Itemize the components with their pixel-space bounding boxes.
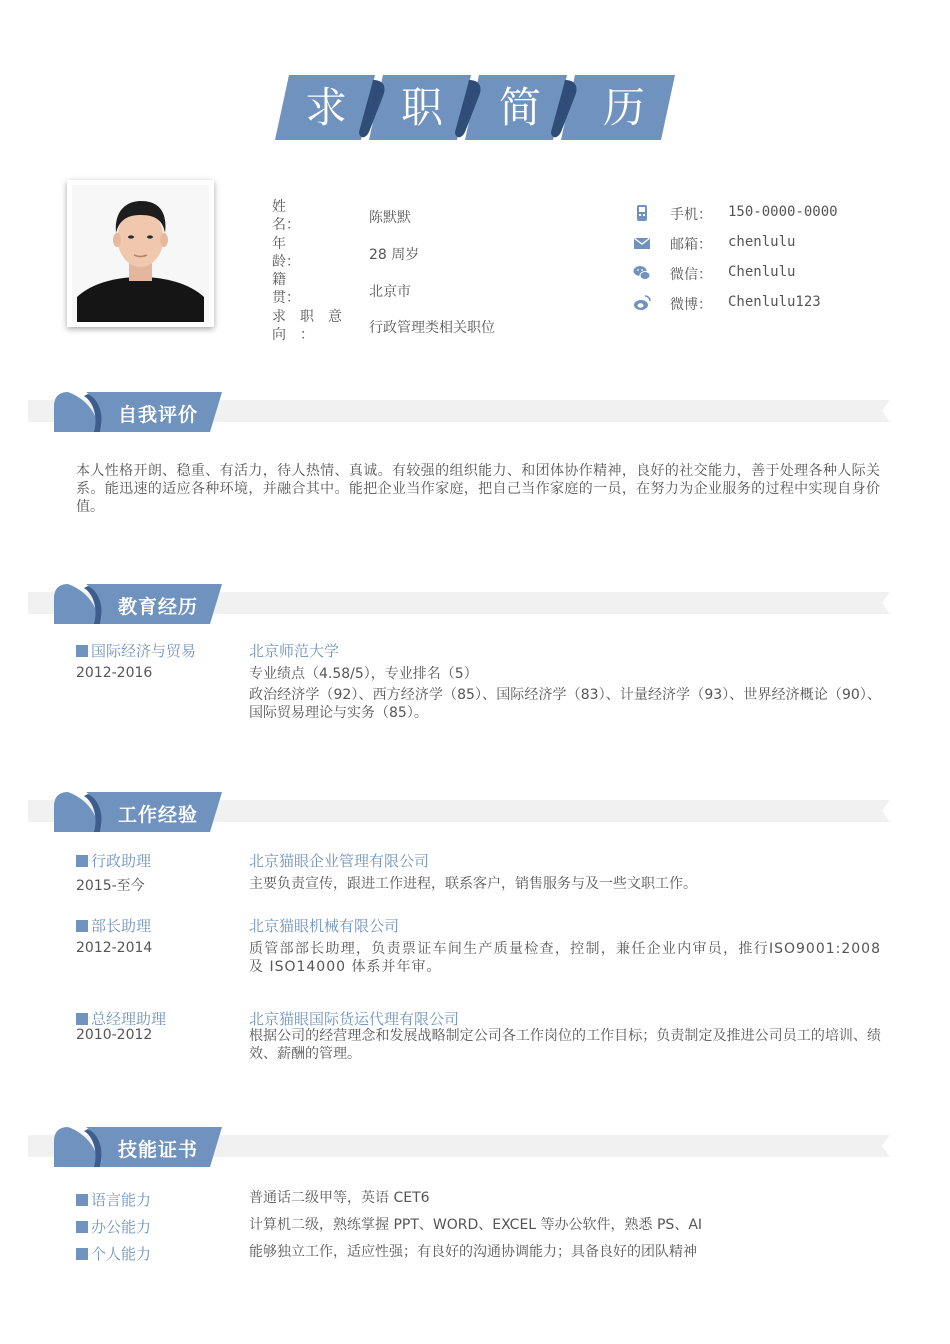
wechat-label: 微信：: [670, 267, 712, 283]
person-portrait-icon: [72, 185, 209, 322]
skill-name: 个人能力: [76, 1243, 151, 1264]
bullet-square-icon: [76, 1194, 88, 1206]
job-position: 部长助理: [76, 915, 151, 936]
education-gpa: 专业绩点（4.58/5），专业排名（5）: [249, 666, 478, 682]
job-company: 北京猫眼机械有限公司: [249, 917, 400, 935]
self-eval-text: 本人性格开朗、稳重、有活力，待人热情、真诚。有较强的组织能力、和团体协作精神，良好的社交能力，善于处理各种人际关系。能迅速的适应各种环境，并融合其中。能把企业当作家庭，把自己当作家庭的一员，在努力为企业服务的过程中实现自身价值。: [76, 463, 880, 515]
phone-label: 手机：: [670, 207, 712, 223]
section-header-work: [28, 790, 890, 836]
education-major: 国际经济与贸易: [76, 640, 196, 661]
intent-label: 求职意向：: [272, 309, 356, 343]
job-desc: 质管部部长助理，负责票证车间生产质量检查，控制，兼任企业内审员，推行ISO9001:2008 及 ISO14000 体系并年审。: [249, 941, 881, 975]
bullet-square-icon: [76, 1248, 88, 1260]
email-label: 邮箱：: [670, 237, 712, 253]
weibo-icon: [632, 293, 652, 313]
bullet-square-icon: [76, 855, 88, 867]
job-position: 总经理助理: [76, 1008, 166, 1029]
name-label: 姓名：: [272, 199, 300, 233]
mail-icon: [632, 233, 652, 253]
job-period: 2012-2014: [76, 940, 153, 956]
section-title: 教育经历: [118, 596, 199, 618]
section-title: 工作经验: [118, 804, 199, 826]
phone-icon: [632, 203, 652, 223]
section-title: 自我评价: [118, 404, 199, 426]
skill-desc: 普通话二级甲等，英语 CET6: [249, 1190, 430, 1206]
title-char-1: 求: [304, 83, 347, 132]
title-char-3: 简: [498, 83, 541, 132]
skill-name: 办公能力: [76, 1216, 151, 1237]
intent-value: 行政管理类相关职位: [369, 320, 495, 336]
education-period: 2012-2016: [76, 665, 153, 681]
wechat-value: Chenlulu: [728, 264, 796, 280]
job-company: 北京猫眼企业管理有限公司: [249, 852, 430, 870]
skill-desc: 计算机二级，熟练掌握 PPT、WORD、EXCEL 等办公软件，熟悉 PS、AI: [249, 1217, 703, 1233]
section-header-education: [28, 582, 890, 628]
job-period: 2015-至今: [76, 878, 145, 894]
bullet-square-icon: [76, 920, 88, 932]
profile-photo: [67, 180, 214, 327]
job-period: 2010-2012: [76, 1027, 153, 1043]
job-company: 北京猫眼国际货运代理有限公司: [249, 1010, 460, 1028]
name-value: 陈默默: [369, 210, 411, 226]
age-value: 28 周岁: [369, 247, 420, 263]
skill-name: 语言能力: [76, 1189, 151, 1210]
title-char-4: 历: [602, 83, 645, 132]
job-desc: 根据公司的经营理念和发展战略制定公司各工作岗位的工作目标；负责制定及推进公司员工的培训、绩效、薪酬的管理。: [249, 1028, 881, 1062]
phone-value: 150-0000-0000: [728, 204, 838, 220]
education-courses: 政治经济学（92）、西方经济学（85）、国际经济学（83）、计量经济学（93）、世界经济概论（90）、国际贸易理论与实务（85）。: [249, 687, 881, 721]
weibo-value: Chenlulu123: [728, 294, 821, 310]
age-label: 年龄：: [272, 236, 300, 270]
origin-label: 籍贯：: [272, 272, 300, 306]
bullet-square-icon: [76, 645, 88, 657]
bullet-square-icon: [76, 1013, 88, 1025]
origin-value: 北京市: [369, 284, 411, 300]
job-position: 行政助理: [76, 850, 151, 871]
skill-desc: 能够独立工作，适应性强；有良好的沟通协调能力；具备良好的团队精神: [249, 1244, 697, 1260]
bullet-square-icon: [76, 1221, 88, 1233]
section-header-self-eval: [28, 390, 890, 436]
email-value: chenlulu: [728, 234, 796, 250]
job-desc: 主要负责宣传，跟进工作进程，联系客户，销售服务与及一些文职工作。: [249, 876, 697, 892]
section-title: 技能证书: [118, 1139, 199, 1161]
education-school: 北京师范大学: [249, 642, 340, 660]
weibo-label: 微博：: [670, 297, 712, 313]
title-char-2: 职: [400, 83, 443, 132]
section-header-skills: [28, 1125, 890, 1171]
wechat-icon: [632, 263, 652, 283]
